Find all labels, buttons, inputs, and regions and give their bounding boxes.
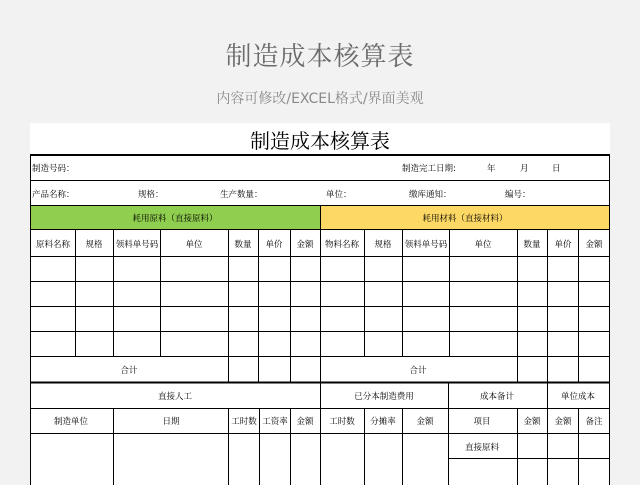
right-col-header: 单位 [474, 240, 492, 250]
bottom-col-header: 项目 [473, 417, 491, 427]
bottom-col-header: 金额 [554, 417, 572, 427]
right-col-header: 领料单号码 [404, 240, 448, 250]
spec-label: 规格： [138, 190, 164, 200]
bottom-col-header: 备注 [585, 417, 603, 427]
left-col-header: 单位 [185, 240, 203, 250]
unit-cost-header: 单位成本 [560, 392, 596, 402]
cost-sheet [30, 123, 610, 485]
quantity-label: 生产数量： [220, 190, 263, 200]
left-col-header: 数量 [234, 240, 252, 250]
right-col-header: 规格 [374, 240, 392, 250]
bottom-col-header: 工时数 [231, 417, 257, 427]
left-col-header: 金额 [296, 240, 314, 250]
right-col-header: 数量 [523, 240, 541, 250]
stock-notice-label: 缴库通知： [409, 190, 452, 200]
left-col-header: 单价 [265, 240, 283, 250]
year-label: 年 [487, 164, 496, 174]
page-subtitle: 内容可修改/EXCEL格式/界面美观 [216, 91, 424, 107]
month-label: 月 [520, 164, 529, 174]
bottom-col-header: 工资率 [262, 417, 288, 427]
day-label: 日 [552, 164, 561, 174]
bottom-col-header: 分摊率 [370, 417, 396, 427]
unit-label: 单位： [326, 190, 352, 200]
left-col-header: 领料单号码 [115, 240, 159, 250]
finish-date-label: 制造完工日期: [402, 164, 456, 174]
bottom-col-header: 金额 [523, 417, 541, 427]
bottom-col-header: 日期 [162, 417, 180, 427]
overhead-header: 已分本制造费用 [354, 392, 414, 402]
right-col-header: 金额 [585, 240, 603, 250]
bottom-col-header: 工时数 [329, 417, 355, 427]
left-section-title: 耗用原料（直接原料） [132, 214, 218, 224]
right-total-label: 合计 [409, 366, 427, 376]
bottom-col-header: 金额 [416, 417, 434, 427]
labor-header: 直接人工 [157, 392, 193, 402]
left-total-label: 合计 [120, 366, 138, 376]
product-name-label: 产品名称： [32, 190, 75, 200]
left-col-header: 规格 [85, 240, 103, 250]
sheet-grid [30, 123, 610, 485]
left-col-header: 原料名称 [35, 240, 71, 250]
sheet-title: 制造成本核算表 [250, 129, 390, 153]
page-title: 制造成本核算表 [225, 42, 415, 72]
bottom-col-header: 制造单位 [53, 417, 89, 427]
order-no-label: 制造号码： [32, 164, 75, 174]
number-label: 编号： [505, 190, 531, 200]
right-col-header: 单价 [554, 240, 572, 250]
cost-item-label: 直接原料 [464, 443, 500, 453]
cost-note-header: 成本备计 [479, 392, 515, 402]
right-col-header: 物料名称 [324, 240, 360, 250]
bottom-col-header: 金额 [296, 417, 314, 427]
right-section-title: 耗用材料（直接材料） [422, 214, 508, 224]
